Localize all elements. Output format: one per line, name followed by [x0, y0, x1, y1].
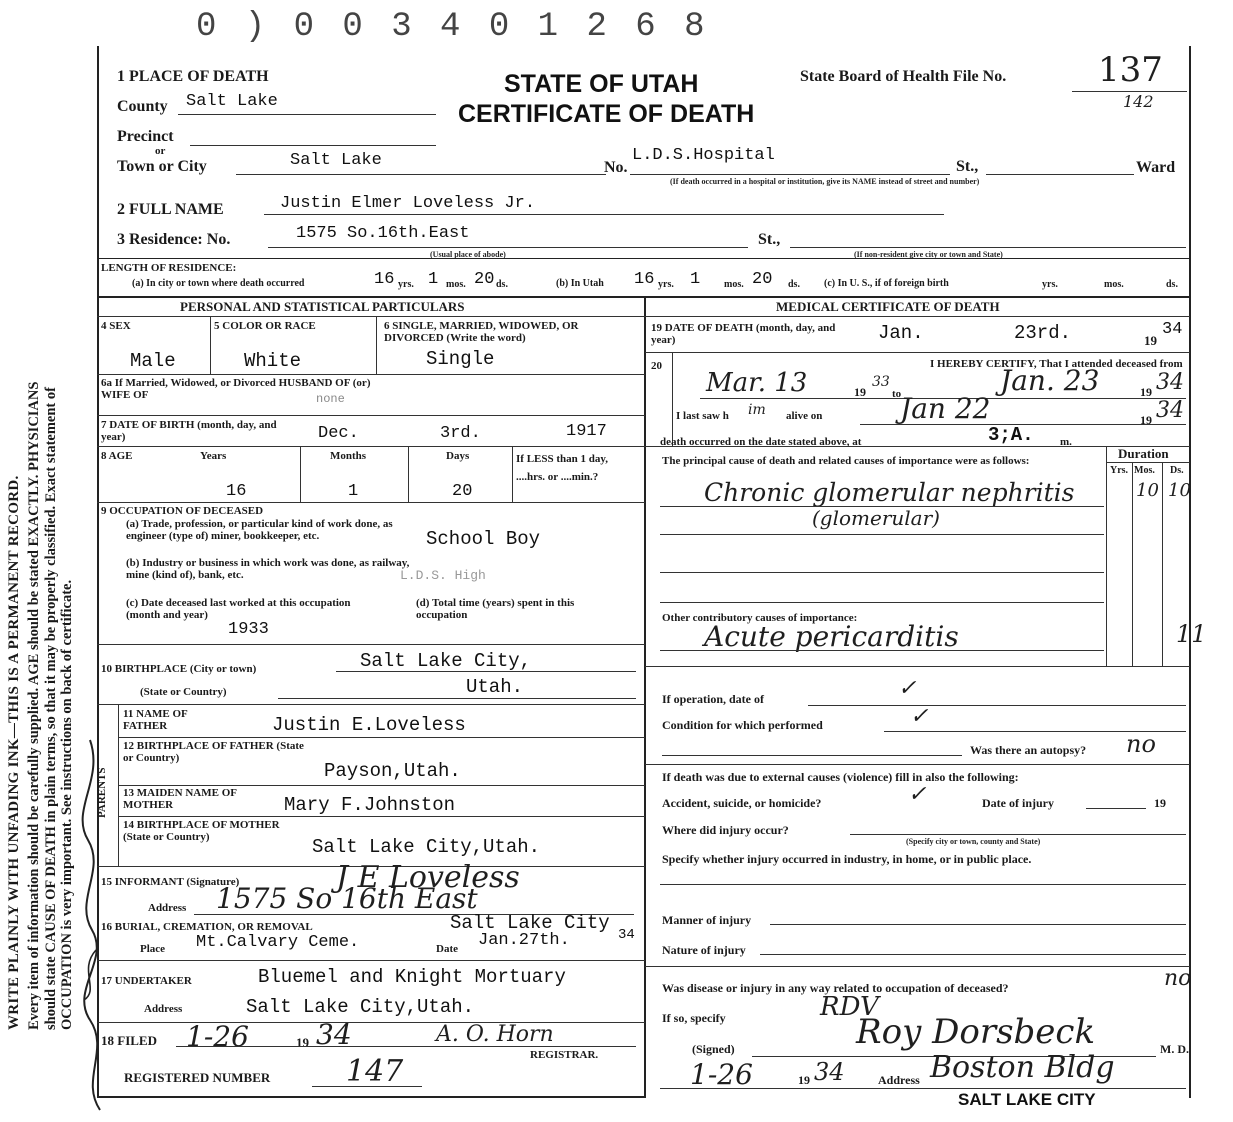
mother-name-label: 13 MAIDEN NAME OF MOTHER: [123, 787, 237, 811]
death-time-m-label: m.: [1060, 436, 1072, 448]
other-cause-days: 11: [1176, 620, 1207, 648]
occupation-a-label: (a) Trade, profession, or particular kind of work done, as engineer (type of) miner, bookkeeper, etc.: [126, 518, 393, 542]
burial-place: Mt.Calvary Ceme.: [196, 933, 360, 952]
frame-right: [1189, 46, 1191, 1098]
age-months-label: Months: [330, 450, 367, 462]
county-value: Salt Lake: [186, 92, 278, 111]
undertaker-address: Salt Lake City,Utah.: [246, 996, 475, 1018]
marital-label: 6 SINGLE, MARRIED, WIDOWED, OR DIVORCED (Write the word): [384, 320, 579, 344]
signature-year-prefix: 19: [798, 1073, 810, 1087]
autopsy-label: Was there an autopsy?: [970, 743, 1087, 757]
attended-from-year: 33: [872, 374, 890, 390]
burial-label: 16 BURIAL, CREMATION, OR REMOVAL: [101, 921, 313, 933]
precinct-label: Precinct: [117, 128, 174, 145]
length-a-ds-label: ds.: [496, 279, 508, 290]
full-name-label: 2 FULL NAME: [117, 201, 224, 218]
age-days-value: 20: [452, 482, 473, 501]
length-b-ds-label: ds.: [788, 279, 800, 290]
registrar-label: REGISTRAR.: [530, 1049, 599, 1061]
or-label: or: [155, 145, 166, 157]
filed-year: 34: [316, 1018, 352, 1051]
principal-cause: Chronic glomerular nephritis: [704, 478, 1075, 507]
sex-label: 4 SEX: [101, 320, 131, 332]
other-cause: Acute pericarditis: [704, 620, 959, 653]
date-of-death-year: 34: [1162, 320, 1183, 339]
operation-value: ✓: [898, 676, 917, 701]
certificate-title: CERTIFICATE OF DEATH: [458, 100, 755, 128]
attended-from-date: Mar. 13: [706, 368, 808, 398]
age-years-value: 16: [226, 482, 247, 501]
father-name-label: 11 NAME OF FATHER: [123, 708, 188, 732]
length-c-mos-label: mos.: [1104, 279, 1124, 290]
attended-to-date: Jan. 23: [1000, 364, 1100, 397]
death-time: 3;A.: [988, 424, 1034, 446]
residence-value: 1575 So.16th.East: [296, 224, 470, 243]
last-saw-label: I last saw h: [676, 410, 729, 422]
principal-cause-days: 10: [1168, 480, 1191, 501]
where-injury-label: Where did injury occur?: [662, 823, 789, 837]
if-so-initials: RDV: [820, 992, 879, 1022]
document-number: 0 ) 0 0 3 4 0 1 2 6 8: [196, 8, 709, 46]
town-value: Salt Lake: [290, 151, 382, 170]
marital-value: Single: [426, 348, 495, 370]
accident-label: Accident, suicide, or homicide?: [662, 796, 822, 810]
personal-section-title: PERSONAL AND STATISTICAL PARTICULARS: [180, 299, 465, 314]
medical-section-title: MEDICAL CERTIFICATE OF DEATH: [776, 299, 1000, 314]
occupation-c-label: (c) Date deceased last worked at this occupation (month and year): [126, 597, 351, 621]
disease-occupation-label: Was disease or injury in any way related to occupation of deceased?: [662, 981, 1009, 995]
disease-occupation-value: no: [1164, 966, 1192, 991]
sex-value: Male: [130, 350, 176, 372]
length-a-years: 16: [374, 270, 395, 289]
item-20-label: 20: [651, 360, 662, 372]
length-b-days: 20: [752, 270, 773, 289]
margin-signature-scrawl: [70, 700, 118, 1120]
spouse-label: 6a If Married, Widowed, or Divorced HUSBAND OF (or) WIFE OF: [101, 377, 371, 401]
burial-place-label: Place: [140, 943, 166, 955]
to-label: to: [892, 388, 902, 400]
length-c-ds-label: ds.: [1166, 279, 1178, 290]
dob-month: Dec.: [318, 424, 359, 443]
length-b-months: 1: [690, 270, 701, 289]
alive-on-label: alive on: [786, 410, 823, 422]
mother-name-value: Mary F.Johnston: [284, 794, 456, 816]
nonresident-note: (If non-resident give city or town and State): [854, 250, 1003, 259]
hospital-note: (If death occurred in a hospital or institution, give its NAME instead of street and number): [670, 177, 980, 186]
st-label: St.,: [956, 158, 979, 175]
margin-instruction-3: should state CAUSE OF DEATH in plain terms, so that it may be properly classified. Exact statement of: [43, 387, 59, 1030]
alive-on-date: Jan 22: [900, 392, 991, 425]
date-of-death-day: 23rd.: [1014, 322, 1072, 344]
residence-label: 3 Residence: No.: [117, 231, 231, 248]
md-label: M. D.: [1160, 1042, 1189, 1056]
full-name-value: Justin Elmer Loveless Jr.: [280, 194, 536, 213]
margin-instruction-2: Every item of information should be carefully supplied. AGE should be stated EXACTLY. PHYSICIANS: [26, 381, 42, 1030]
if-so-specify-label: If so, specify: [662, 1011, 726, 1025]
occupation-b-label: (b) Industry or business in which work was done, as railway, mine (kind of), bank, etc.: [126, 557, 410, 581]
burial-value: Salt Lake City: [450, 912, 610, 934]
burial-year: 34: [618, 927, 635, 943]
undertaker-label: 17 UNDERTAKER: [101, 975, 192, 987]
attended-to-year: 34: [1156, 370, 1184, 395]
birthplace-state-label: (State or Country): [140, 686, 227, 698]
dob-day: 3rd.: [440, 424, 481, 443]
accident-value: ✓: [908, 782, 927, 807]
physician-address: Boston Bldg: [930, 1050, 1115, 1085]
father-name-value: Justin E.Loveless: [272, 714, 466, 736]
length-residence-label: LENGTH OF RESIDENCE:: [101, 262, 237, 274]
mother-birthplace-value: Salt Lake City,Utah.: [312, 836, 541, 858]
street-no-label: No.: [604, 159, 628, 176]
occupation-b-value: L.D.S. High: [400, 568, 486, 583]
ward-label: Ward: [1136, 159, 1176, 176]
file-number-label: State Board of Health File No.: [800, 68, 1007, 85]
condition-label: Condition for which performed: [662, 718, 823, 732]
age-months-value: 1: [348, 482, 359, 501]
parents-label: PARENTS: [96, 767, 108, 818]
signature-date: 1-26: [690, 1058, 753, 1091]
other-causes-label: Other contributory causes of importance:: [662, 612, 858, 624]
length-c-yrs-label: yrs.: [1042, 279, 1058, 290]
certify-label: I HEREBY CERTIFY, That I attended deceased from: [930, 358, 1183, 370]
alive-year-prefix: 19: [1140, 413, 1152, 427]
county-label: County: [117, 98, 168, 115]
filed-label: 18 FILED: [101, 1033, 157, 1048]
mother-birthplace-label: 14 BIRTHPLACE OF MOTHER (State or Country): [123, 819, 280, 843]
margin-instruction-1: WRITE PLAINLY WITH UNFADING INK—THIS IS A PERMANENT RECORD.: [6, 475, 22, 1030]
color-value: White: [244, 350, 302, 372]
town-label: Town or City: [117, 158, 207, 175]
informant-address: 1575 So 16th East: [216, 882, 478, 915]
age-days-label: Days: [446, 450, 470, 462]
informant-address-label: Address: [148, 902, 187, 914]
cause-label: The principal cause of death and related causes of importance were as follows:: [662, 455, 1030, 467]
filed-year-prefix: 19: [296, 1035, 309, 1050]
registered-number-label: REGISTERED NUMBER: [124, 1070, 271, 1085]
length-c-label: (c) In U. S., if of foreign birth: [824, 278, 949, 289]
dob-label: 7 DATE OF BIRTH (month, day, and year): [101, 419, 277, 443]
occupation-a-value: School Boy: [426, 528, 541, 550]
autopsy-value: no: [1126, 730, 1156, 758]
specify-injury-label: Specify whether injury occurred in industry, in home, or in public place.: [662, 852, 1032, 866]
informant-signature: J E Loveless: [336, 860, 520, 895]
place-of-death-label: 1 PLACE OF DEATH: [117, 68, 269, 85]
undertaker-value: Bluemel and Knight Mortuary: [258, 966, 566, 988]
principal-cause-months: 10: [1136, 480, 1159, 501]
column-divider: [644, 296, 646, 1098]
duration-label: Duration: [1118, 446, 1169, 461]
length-a-label: (a) In city or town where death occurred: [132, 278, 305, 289]
age-years-label: Years: [200, 450, 227, 462]
length-a-months: 1: [428, 270, 439, 289]
condition-value: ✓: [910, 704, 929, 729]
physician-signature: Roy Dorsbeck: [856, 1012, 1096, 1052]
file-number: 137: [1098, 50, 1163, 90]
birthplace-city: Salt Lake City,: [360, 650, 532, 672]
duration-ds-label: Ds.: [1170, 465, 1184, 476]
length-a-mos-label: mos.: [446, 279, 466, 290]
informant-label: 15 INFORMANT (Signature): [101, 876, 240, 888]
city-stamp: SALT LAKE CITY: [958, 1090, 1096, 1109]
date-of-death-year-prefix: 19: [1144, 333, 1157, 348]
occupation-label: 9 OCCUPATION OF DECEASED: [101, 505, 264, 517]
length-b-mos-label: mos.: [724, 279, 744, 290]
registrar-signature: A. O. Horn: [436, 1022, 554, 1047]
age-label: 8 AGE: [101, 450, 133, 462]
father-birthplace-label: 12 BIRTHPLACE OF FATHER (State or Country): [123, 740, 304, 764]
margin-instruction-4: OCCUPATION is very important. See instructions on back of certificate.: [59, 579, 75, 1030]
length-a-yrs-label: yrs.: [398, 279, 414, 290]
length-a-days: 20: [474, 270, 495, 289]
operation-label: If operation, date of: [662, 692, 764, 706]
date-of-death-label: 19 DATE OF DEATH (month, day, and year): [651, 322, 836, 346]
attended-to-year-prefix: 19: [1140, 385, 1152, 399]
physician-address-label: Address: [878, 1073, 920, 1087]
length-b-years: 16: [634, 270, 655, 289]
length-b-yrs-label: yrs.: [658, 279, 674, 290]
filed-date: 1-26: [186, 1020, 249, 1053]
state-title: STATE OF UTAH: [504, 70, 699, 98]
length-b-label: (b) In Utah: [556, 278, 604, 289]
undertaker-address-label: Address: [144, 1003, 183, 1015]
burial-date: Jan.27th.: [478, 931, 570, 950]
death-occurred-label: death occurred on the date stated above, at: [660, 436, 862, 448]
injury-date-label: Date of injury: [982, 796, 1054, 810]
spouse-value: none: [316, 392, 345, 406]
color-label: 5 COLOR OR RACE: [214, 320, 316, 332]
external-causes-label: If death was due to external causes (violence) fill in also the following:: [662, 770, 1019, 784]
signature-year: 34: [814, 1058, 845, 1086]
burial-date-label: Date: [436, 943, 458, 955]
rule-residence: [97, 258, 1191, 259]
father-birthplace-value: Payson,Utah.: [324, 760, 461, 782]
manner-injury-label: Manner of injury: [662, 913, 752, 927]
hospital-value: L.D.S.Hospital: [632, 146, 775, 165]
occupation-d-label: (d) Total time (years) spent in this occupation: [416, 597, 575, 621]
attended-from-year-prefix: 19: [854, 385, 866, 399]
registered-number: 147: [346, 1054, 404, 1089]
usual-abode-note: (Usual place of abode): [430, 250, 506, 259]
alive-on-year: 34: [1156, 398, 1184, 423]
duration-mos-label: Mos.: [1134, 465, 1155, 476]
date-of-death-month: Jan.: [878, 322, 924, 344]
birthplace-label: 10 BIRTHPLACE (City or town): [101, 663, 257, 675]
less-than-label: If LESS than 1 day, ....hrs. or ....min.?: [516, 453, 609, 483]
residence-st-label: St.,: [758, 231, 781, 248]
where-injury-note: (Specify city or town, county and State): [906, 837, 1041, 846]
occupation-c-value: 1933: [228, 620, 269, 639]
injury-year: 19: [1154, 796, 1166, 810]
nature-injury-label: Nature of injury: [662, 943, 746, 957]
dob-year: 1917: [566, 422, 607, 441]
birthplace-state: Utah.: [466, 676, 524, 698]
principal-cause-detail: (glomerular): [812, 506, 940, 530]
last-saw-handwritten: im: [748, 402, 766, 418]
signed-label: (Signed): [692, 1042, 735, 1056]
duration-yrs-label: Yrs.: [1110, 465, 1129, 476]
file-number-extra: 142: [1123, 92, 1154, 111]
